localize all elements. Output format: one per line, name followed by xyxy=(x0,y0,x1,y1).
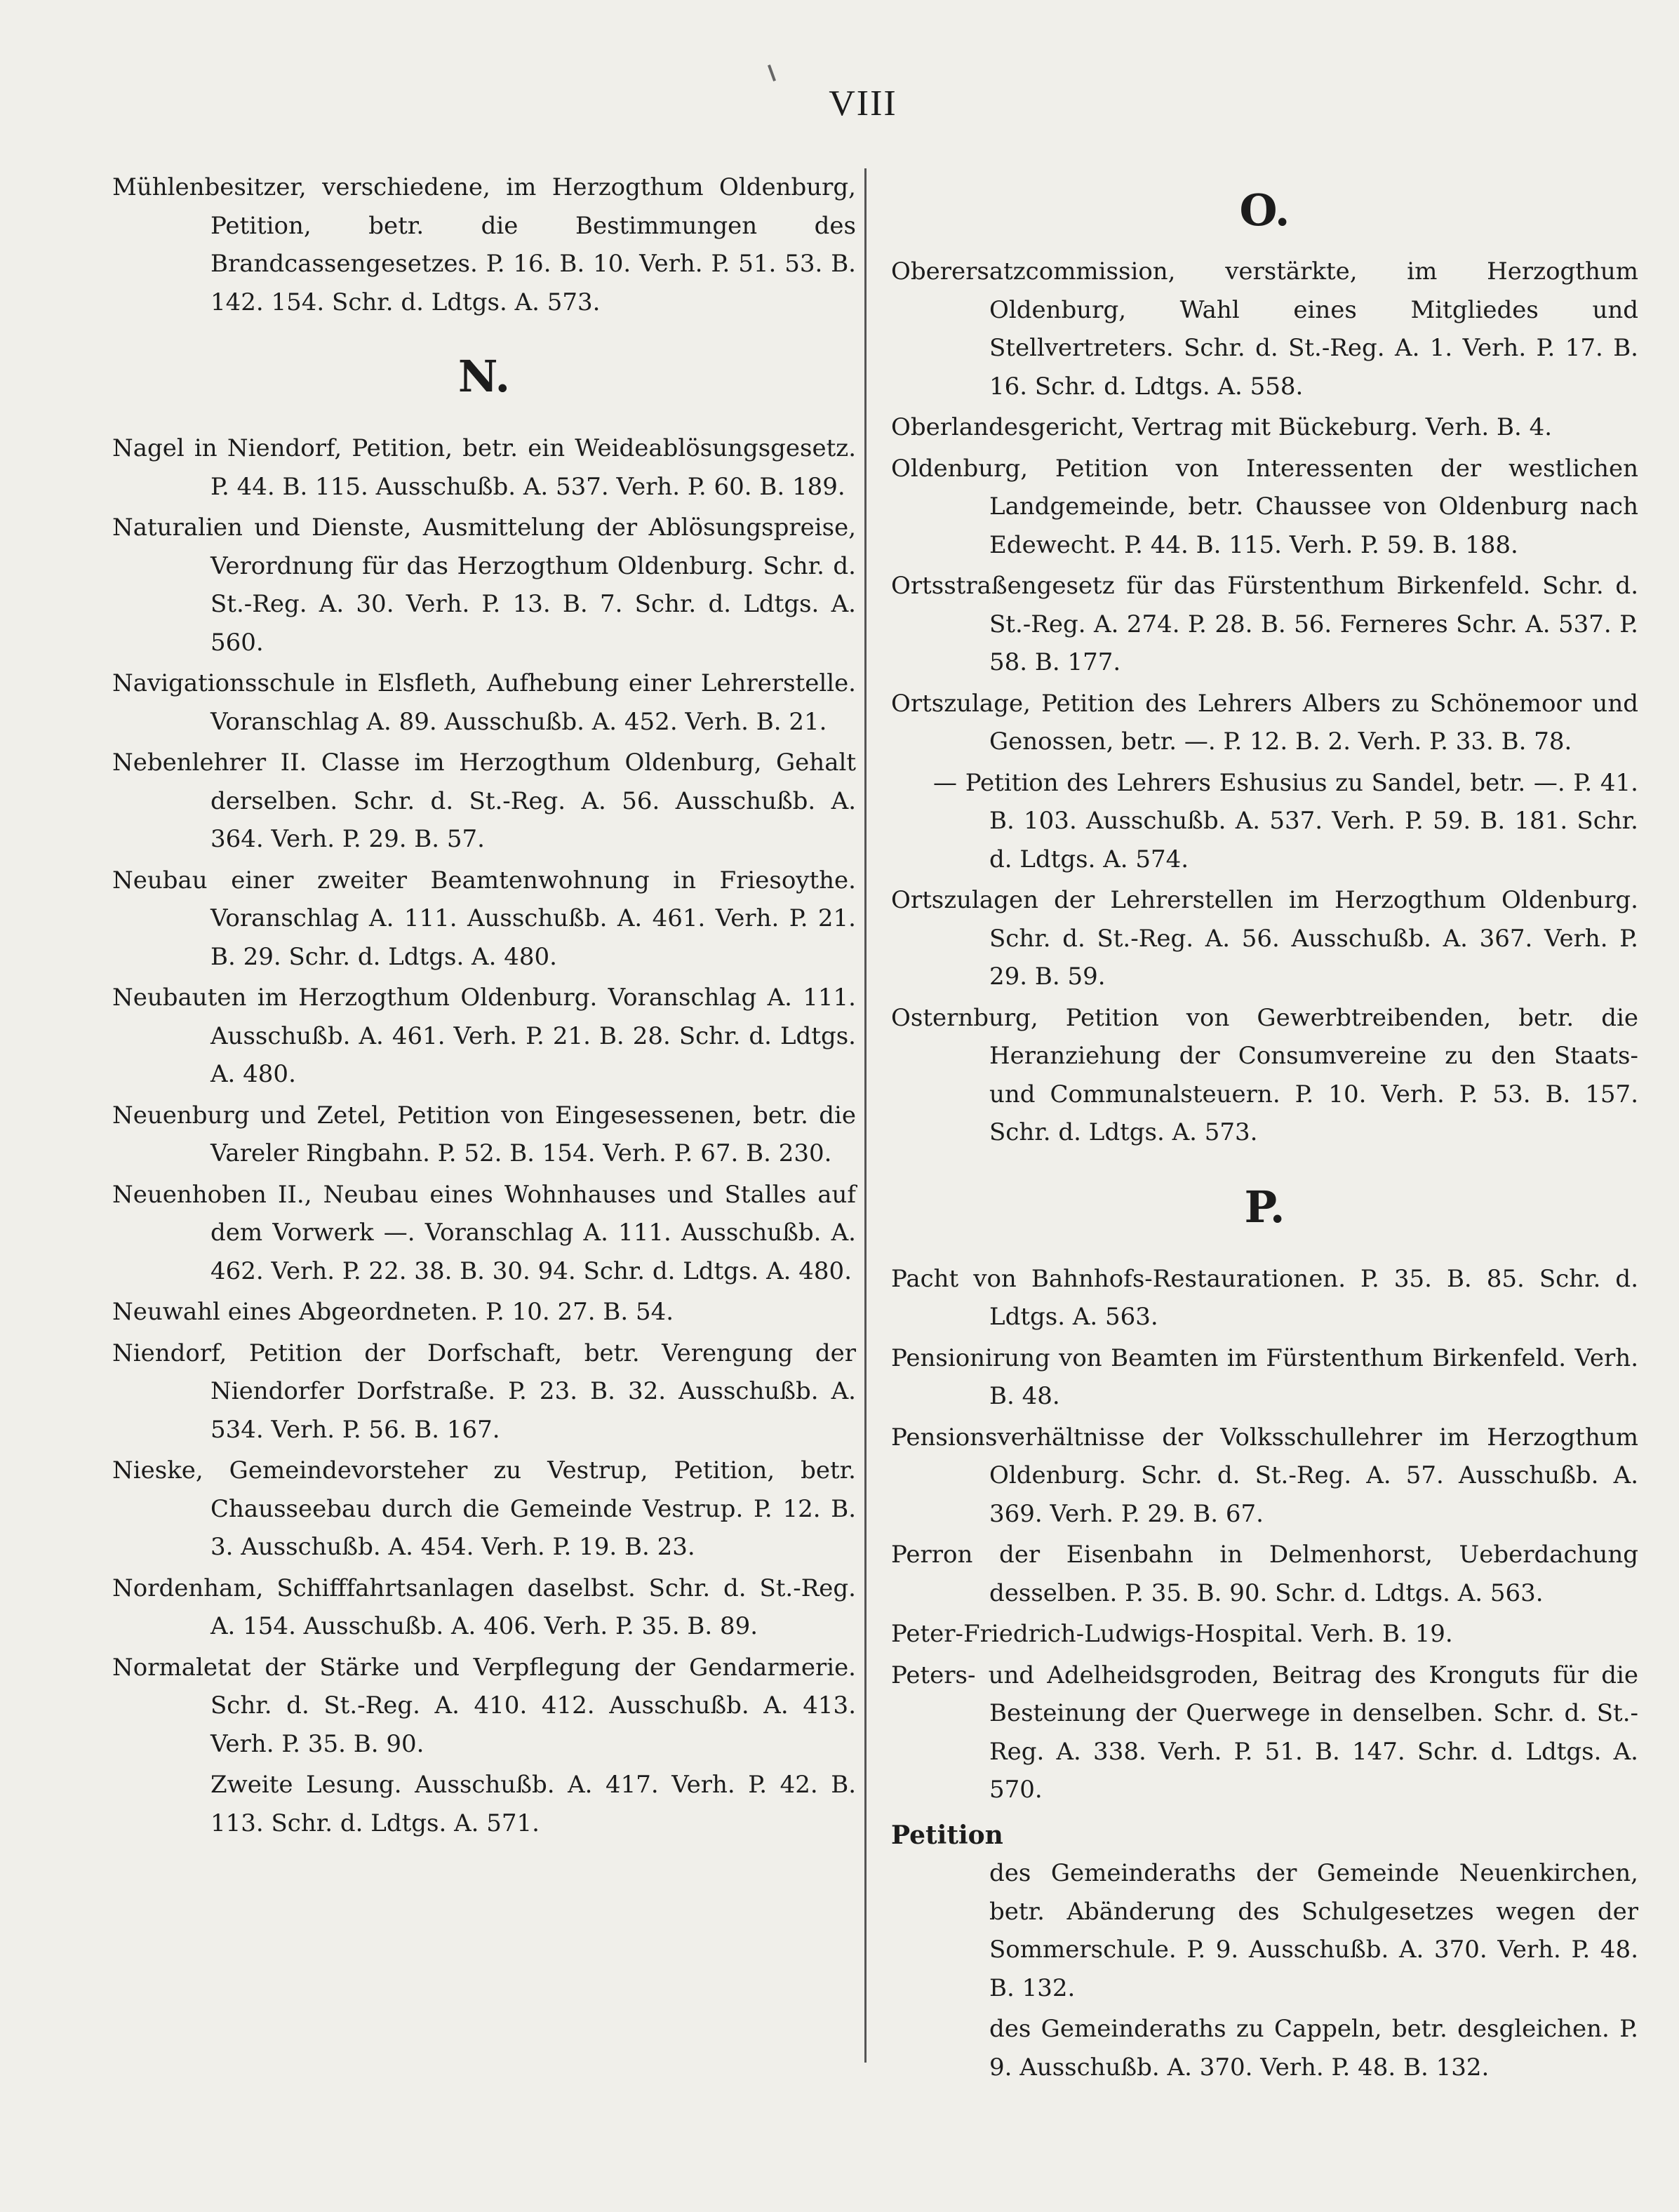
index-entry: Normaletat der Stärke und Verpflegung der Gendarmerie. Schr. d. St.-Reg. A. 410. 412. Ausschußb. A. 413. Verh. P. 35. B. 90. xyxy=(112,1653,856,1758)
page-number: VIII xyxy=(829,83,897,123)
index-entry: Naturalien und Dienste, Ausmittelung der Ablösungspreise, Verordnung für das Herzogthum Oldenburg. Schr. d. St.-Reg. A. 30. Verh. P. 13. B. 7. Schr. d. Ldtgs. A. 560. xyxy=(112,514,856,657)
index-entry: Peter-Friedrich-Ludwigs-Hospital. Verh. B. 19. xyxy=(891,1620,1453,1648)
index-entry: Pensionirung von Beamten im Fürstenthum Birkenfeld. Verh. B. 48. xyxy=(891,1343,1638,1410)
section-letter-o: O. xyxy=(1239,185,1290,236)
index-entry: Ortszulagen der Lehrerstellen im Herzogthum Oldenburg. Schr. d. St.-Reg. A. 56. Ausschußb. A. 367. Verh. P. 29. B. 59. xyxy=(891,886,1638,991)
index-entry: Peters- und Adelheidsgroden, Beitrag des Kronguts für die Besteinung der Querwege in denselben. Schr. d. St.-Reg. A. 338. Verh. P. 51. B. 147. Schr. d. Ldtgs. A. 570. xyxy=(891,1661,1638,1804)
index-sub-entry: des Gemeinderaths der Gemeinde Neuenkirchen, betr. Abänderung des Schulgesetzes wegen der Sommerschule. P. 9. Ausschußb. A. 370. Verh. P. 48. B. 132. xyxy=(989,1859,1638,2002)
index-entry: Pensionsverhältnisse der Volksschullehrer im Herzogthum Oldenburg. Schr. d. St.-Reg. A. 57. Ausschußb. A. 369. Verh. P. 29. B. 67. xyxy=(891,1423,1638,1528)
index-entry: Neuenburg und Zetel, Petition von Eingesessenen, betr. die Vareler Ringbahn. P. 52. B. 154. Verh. P. 67. B. 230. xyxy=(112,1101,856,1167)
index-entry: Ortsstraßengesetz für das Fürstenthum Birkenfeld. Schr. d. St.-Reg. A. 274. P. 28. B. 56. Ferneres Schr. A. 537. P. 58. B. 177. xyxy=(891,572,1638,676)
index-entry: Nieske, Gemeindevorsteher zu Vestrup, Petition, betr. Chausseebau durch die Gemeinde Vestrup. P. 12. B. 3. Ausschußb. A. 454. Verh. P. 19. B. 23. xyxy=(112,1456,856,1561)
section-letter-n: N. xyxy=(457,351,511,402)
group-heading-petition: Petition xyxy=(891,1820,1003,1850)
index-entry: Nebenlehrer II. Classe im Herzogthum Oldenburg, Gehalt derselben. Schr. d. St.-Reg. A. 56. Ausschußb. A. 364. Verh. P. 29. B. 57. xyxy=(112,749,856,853)
index-entry: Mühlenbesitzer, verschiedene, im Herzogthum Oldenburg, Petition, betr. die Bestimmungen des Brandcassengesetzes. P. 16. B. 10. Verh. P. 51. 53. B. 142. 154. Schr. d. Ldtgs. A. 573. xyxy=(112,173,856,316)
column-divider xyxy=(864,168,867,2063)
index-entry: Oldenburg, Petition von Interessenten der westlichen Landgemeinde, betr. Chaussee von Oldenburg nach Edewecht. P. 44. B. 115. Verh. P. 59. B. 188. xyxy=(891,454,1638,559)
index-entry: Nordenham, Schifffahrtsanlagen daselbst. Schr. d. St.-Reg. A. 154. Ausschußb. A. 406. Verh. P. 35. B. 89. xyxy=(112,1574,856,1640)
index-entry: Neuenhoben II., Neubau eines Wohnhauses und Stalles auf dem Vorwerk —. Voranschlag A. 111. Ausschußb. A. 462. Verh. P. 22. 38. B. 30. 94. Schr. d. Ldtgs. A. 480. xyxy=(112,1180,856,1285)
index-entry: Navigationsschule in Elsfleth, Aufhebung einer Lehrerstelle. Voranschlag A. 89. Ausschußb. A. 452. Verh. B. 21. xyxy=(112,669,856,736)
left-column xyxy=(112,168,856,1845)
index-entry: Oberlandesgericht, Vertrag mit Bückeburg. Verh. B. 4. xyxy=(891,413,1553,441)
index-entry: Oberersatzcommission, verstärkte, im Herzogthum Oldenburg, Wahl eines Mitgliedes und Stellvertreters. Schr. d. St.-Reg. A. 1. Verh. P. 17. B. 16. Schr. d. Ldtgs. A. 558. xyxy=(891,257,1638,401)
right-column xyxy=(891,168,1638,2089)
ink-mark xyxy=(768,65,776,81)
index-sub-entry: des Gemeinderaths zu Cappeln, betr. desgleichen. P. 9. Ausschußb. A. 370. Verh. P. 48. B. 132. xyxy=(989,2015,1638,2082)
index-entry: Ortszulage, Petition des Lehrers Albers zu Schönemoor und Genossen, betr. —. P. 12. B. 2. Verh. P. 33. B. 78. xyxy=(891,689,1638,756)
index-entry: Pacht von Bahnhofs-Restaurationen. P. 35. B. 85. Schr. d. Ldtgs. A. 563. xyxy=(891,1264,1638,1331)
index-entry: Neubauten im Herzogthum Oldenburg. Voranschlag A. 111. Ausschußb. A. 461. Verh. P. 21. B. 28. Schr. d. Ldtgs. A. 480. xyxy=(112,984,856,1088)
index-entry: Neubau einer zweiter Beamtenwohnung in Friesoythe. Voranschlag A. 111. Ausschußb. A. 461. Verh. P. 21. B. 29. Schr. d. Ldtgs. A. 480. xyxy=(112,866,856,971)
index-entry: Neuwahl eines Abgeordneten. P. 10. 27. B. 54. xyxy=(112,1298,674,1326)
index-entry: Perron der Eisenbahn in Delmenhorst, Ueberdachung desselben. P. 35. B. 90. Schr. d. Ldtgs. A. 563. xyxy=(891,1541,1638,1607)
section-letter-p: P. xyxy=(1244,1181,1285,1233)
index-sub-entry: Zweite Lesung. Ausschußb. A. 417. Verh. P. 42. B. 113. Schr. d. Ldtgs. A. 571. xyxy=(210,1771,856,1837)
index-entry: Niendorf, Petition der Dorfschaft, betr. Verengung der Niendorfer Dorfstraße. P. 23. B. 32. Ausschußb. A. 534. Verh. P. 56. B. 167. xyxy=(112,1339,856,1444)
index-sub-entry: — Petition des Lehrers Eshusius zu Sandel, betr. —. P. 41. B. 103. Ausschußb. A. 537. Verh. P. 59. B. 181. Schr. d. Ldtgs. A. 574. xyxy=(933,768,1638,873)
index-entry: Nagel in Niendorf, Petition, betr. ein Weideablösungsgesetz. P. 44. B. 115. Ausschußb. A. 537. Verh. P. 60. B. 189. xyxy=(112,434,856,501)
index-entry: Osternburg, Petition von Gewerbtreibenden, betr. die Heranziehung der Consumvereine zu den Staats- und Communalsteuern. P. 10. Verh. P. 53. B. 157. Schr. d. Ldtgs. A. 573. xyxy=(891,1003,1638,1146)
